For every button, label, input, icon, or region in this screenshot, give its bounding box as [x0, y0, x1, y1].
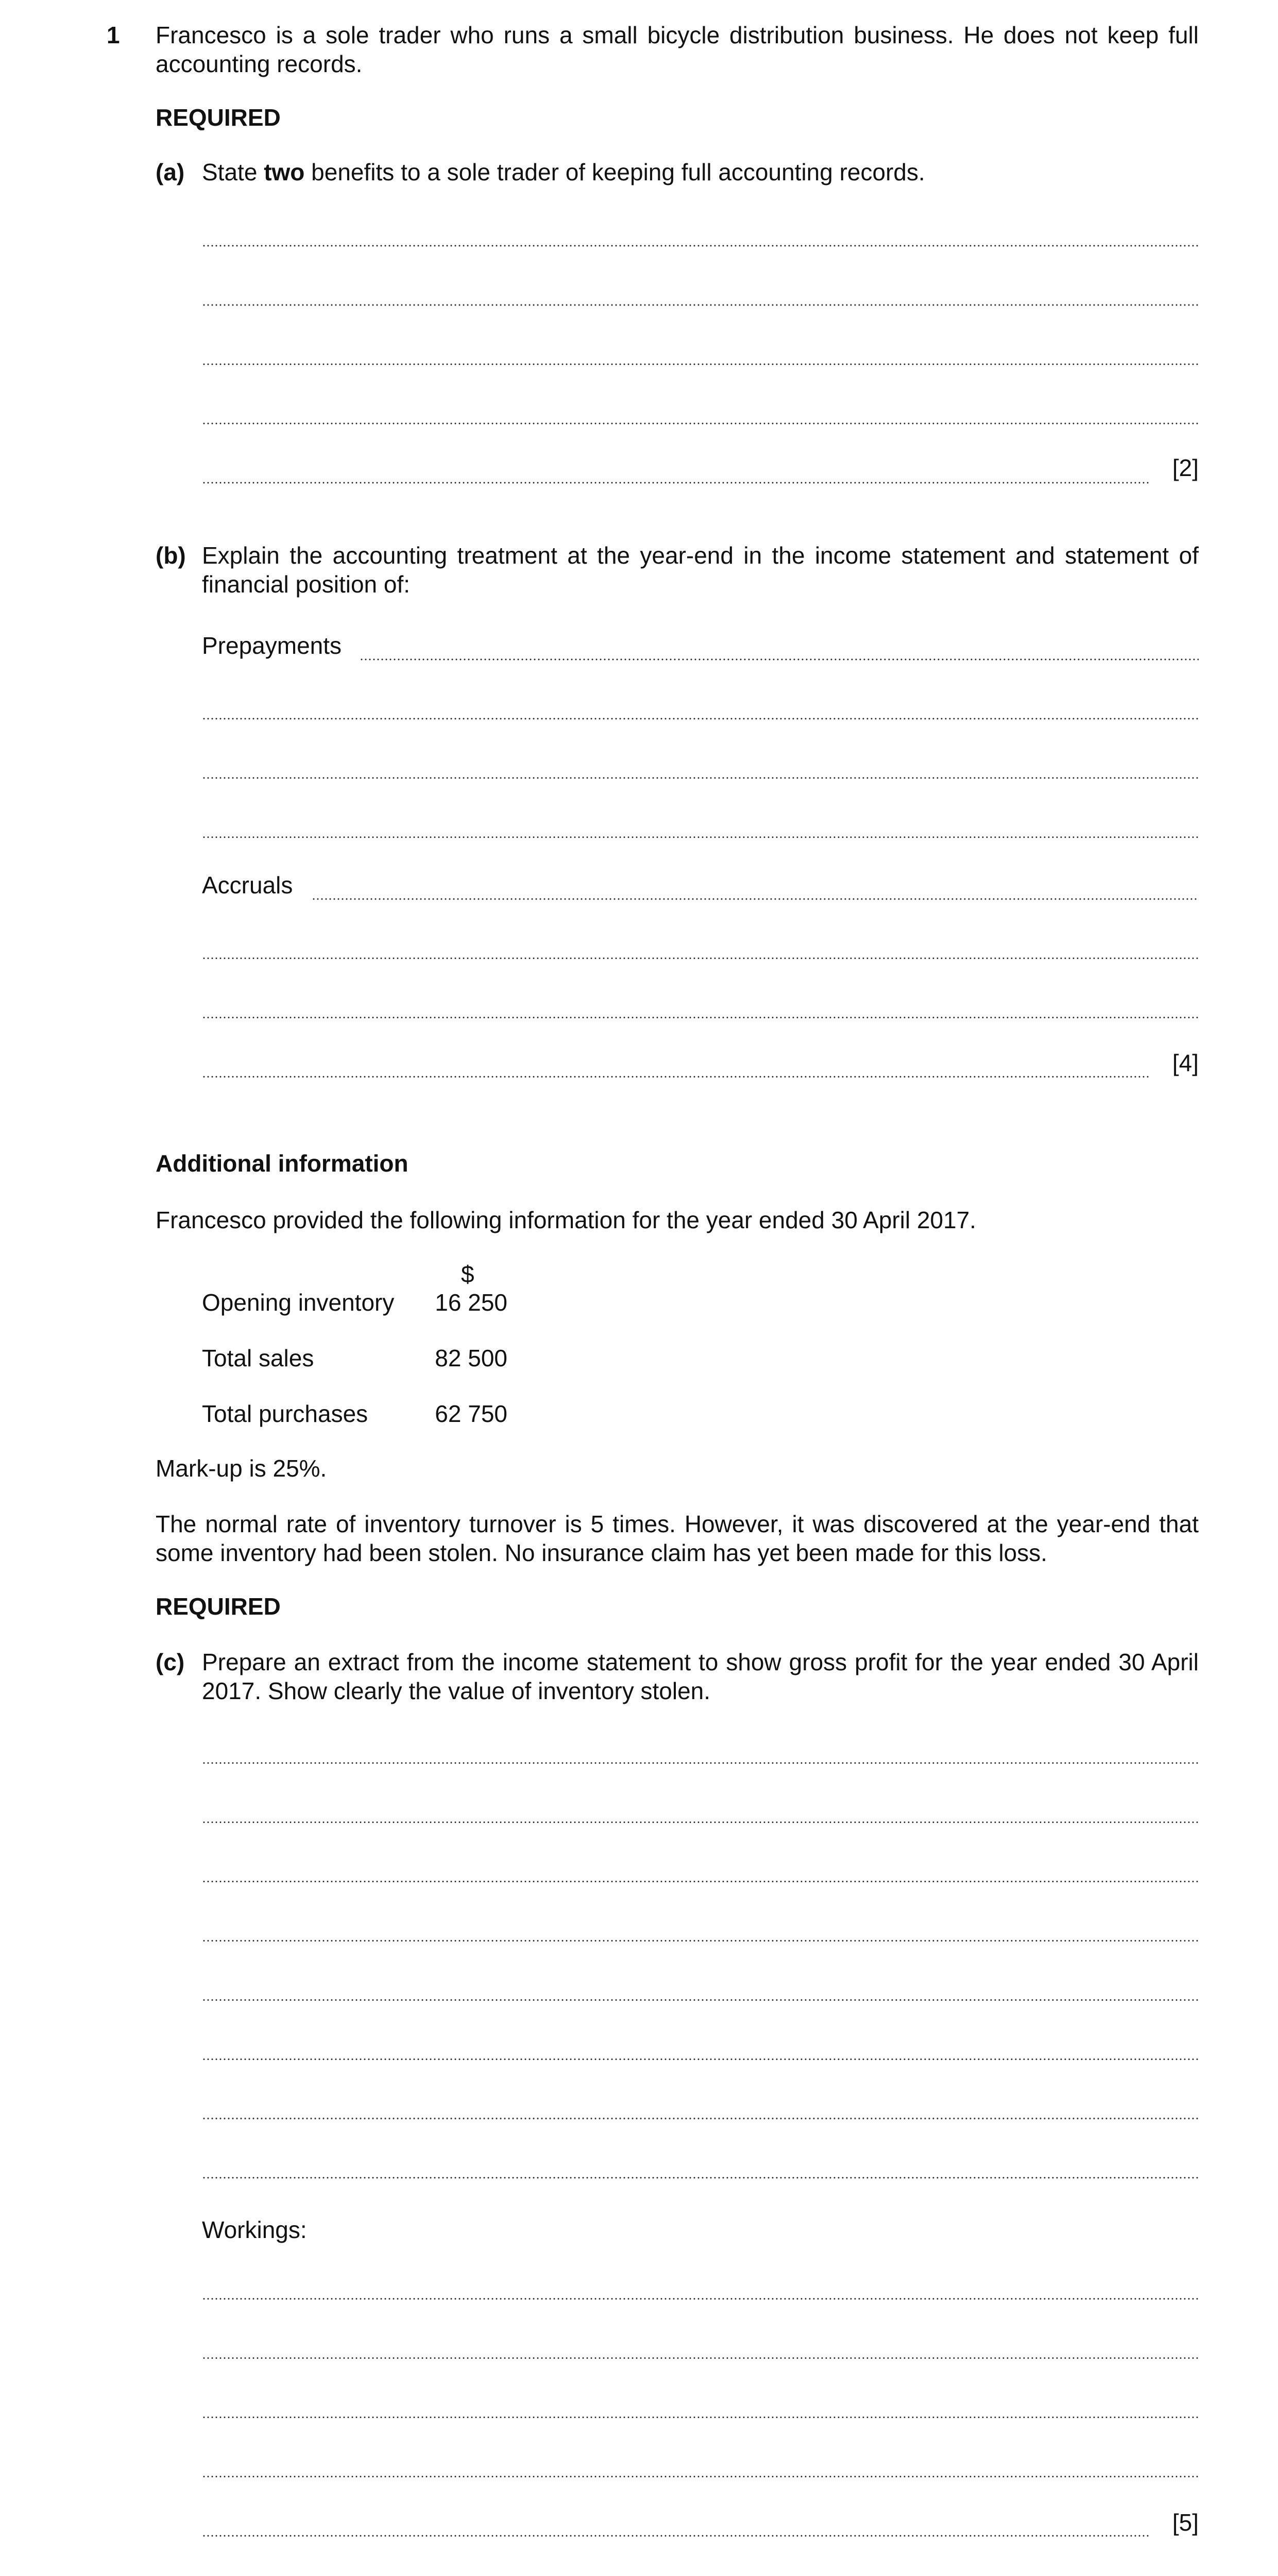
answer-line[interactable]: [202, 1880, 1199, 1883]
workings-label: Workings:: [202, 2216, 307, 2243]
answer-line[interactable]: [202, 482, 1150, 484]
answer-line[interactable]: [202, 1999, 1199, 2001]
answer-line[interactable]: [202, 2177, 1199, 2179]
markup-statement: Mark-up is 25%.: [156, 1455, 327, 1482]
part-c-label: (c): [156, 1649, 185, 1675]
required-heading: REQUIRED: [156, 104, 281, 131]
marks-label: [2]: [1172, 454, 1199, 481]
answer-line[interactable]: [202, 957, 1199, 959]
answer-line[interactable]: [202, 836, 1199, 838]
info-row-value: 82 500: [435, 1345, 507, 1371]
part-b-label: (b): [156, 542, 186, 569]
additional-info-intro: Francesco provided the following information for the year ended 30 April 2017.: [156, 1207, 977, 1233]
question-intro: Francesco is a sole trader who runs a small bicycle distribution business. He does not keep full accounting records.: [156, 22, 1199, 77]
additional-info-heading: Additional information: [156, 1150, 408, 1177]
part-a-label: (a): [156, 159, 185, 185]
answer-line[interactable]: [202, 2058, 1199, 2060]
info-row-value: 16 250: [435, 1289, 507, 1316]
emphasis-two: two: [264, 159, 305, 185]
question-number: 1: [107, 22, 120, 48]
answer-line[interactable]: [202, 422, 1199, 425]
info-row-label: Total purchases: [202, 1400, 368, 1427]
required-heading: REQUIRED: [156, 1593, 281, 1620]
answer-line[interactable]: [202, 2416, 1199, 2418]
answer-line[interactable]: [202, 1940, 1199, 1942]
answer-line[interactable]: [202, 2117, 1199, 2120]
info-row-label: Total sales: [202, 1345, 314, 1371]
part-b-question: Explain the accounting treatment at the year-end in the income statement and statement of financial position of:: [202, 542, 1199, 598]
answer-line[interactable]: [202, 777, 1199, 779]
accruals-label: Accruals: [202, 872, 293, 899]
answer-line[interactable]: [202, 1076, 1150, 1078]
answer-line[interactable]: [360, 658, 1199, 660]
answer-line[interactable]: [202, 2298, 1199, 2300]
marks-label: [5]: [1172, 2509, 1199, 2536]
info-row-value: 62 750: [435, 1400, 507, 1427]
part-c-question: Prepare an extract from the income statement to show gross profit for the year ended 30 April 2017. Show clearly the value of inventory stolen.: [202, 1649, 1199, 1704]
answer-line[interactable]: [202, 304, 1199, 306]
answer-line[interactable]: [202, 1016, 1199, 1019]
part-a-question: State two benefits to a sole trader of keeping full accounting records.: [202, 159, 925, 185]
currency-header: $: [461, 1261, 474, 1287]
prepayments-label: Prepayments: [202, 632, 342, 659]
answer-line[interactable]: [202, 1821, 1199, 1823]
turnover-statement: The normal rate of inventory turnover is 5 times. However, it was discovered at the year-end that some inventory had been stolen. No insurance claim has yet been made for this loss.: [156, 1511, 1199, 1566]
answer-line[interactable]: [202, 718, 1199, 720]
answer-line[interactable]: [202, 2357, 1199, 2359]
answer-line[interactable]: [202, 1762, 1199, 1764]
answer-line[interactable]: [202, 363, 1199, 365]
answer-line[interactable]: [312, 898, 1199, 900]
answer-line[interactable]: [202, 2535, 1150, 2537]
answer-line[interactable]: [202, 2476, 1199, 2478]
marks-label: [4]: [1172, 1049, 1199, 1076]
info-row-label: Opening inventory: [202, 1289, 395, 1316]
answer-line[interactable]: [202, 245, 1199, 247]
